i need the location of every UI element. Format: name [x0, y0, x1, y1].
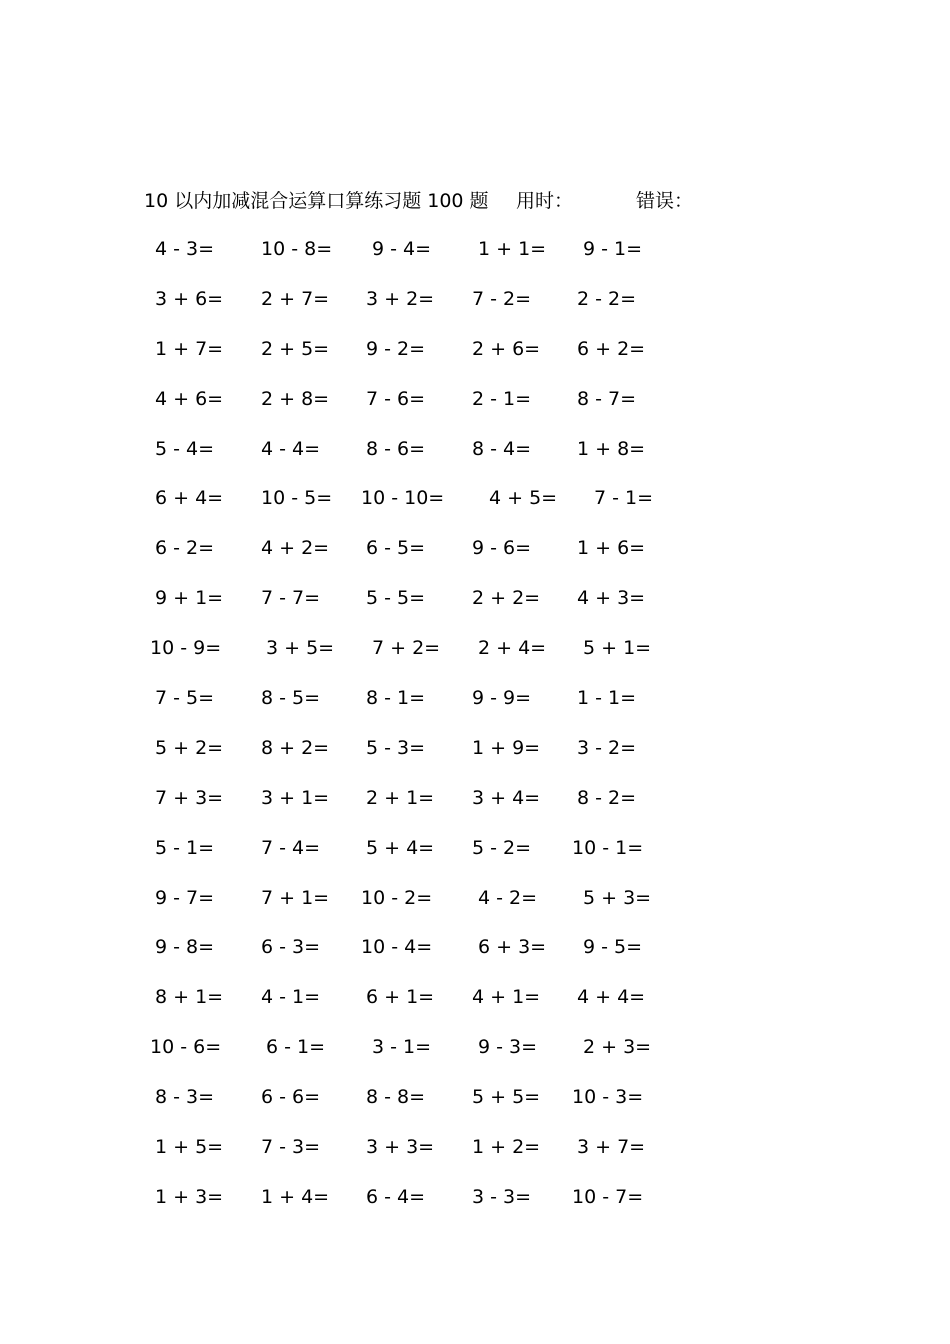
- problem-item: 3 - 1=: [372, 1036, 432, 1059]
- problem-row: [0, 881, 950, 931]
- problem-item: 4 - 4=: [261, 437, 321, 460]
- problem-item: 6 + 4=: [155, 487, 224, 510]
- problem-item: 7 - 5=: [155, 687, 215, 710]
- problem-item: 3 + 3=: [366, 1136, 435, 1159]
- problem-item: 6 + 1=: [366, 986, 435, 1009]
- problem-item: 7 - 2=: [472, 287, 532, 310]
- problem-item: 2 + 8=: [261, 387, 330, 410]
- problem-item: 7 + 3=: [155, 786, 224, 809]
- problem-item: 4 + 3=: [577, 587, 646, 610]
- problem-item: 1 + 9=: [472, 736, 541, 759]
- problem-item: 5 + 5=: [472, 1086, 541, 1109]
- problem-item: 8 - 6=: [366, 437, 426, 460]
- problem-item: 1 + 3=: [155, 1185, 224, 1208]
- problem-row: [0, 432, 950, 482]
- errors-label: 错误：: [636, 190, 694, 212]
- problem-item: 10 - 3=: [572, 1086, 644, 1109]
- problem-item: 5 + 2=: [155, 736, 224, 759]
- problem-item: 4 - 1=: [261, 986, 321, 1009]
- problem-item: 3 + 6=: [155, 287, 224, 310]
- problem-item: 5 - 1=: [155, 836, 215, 859]
- problem-row: [0, 1130, 950, 1180]
- problem-row: [0, 531, 950, 581]
- problem-item: 2 + 6=: [472, 337, 541, 360]
- problem-item: 10 - 4=: [361, 936, 433, 959]
- problem-item: 1 + 7=: [155, 337, 224, 360]
- problem-item: 2 + 7=: [261, 287, 330, 310]
- problem-row: [0, 282, 950, 332]
- worksheet-title: 10 以内加减混合运算口算练习题 100 题: [144, 190, 489, 212]
- problem-item: 9 - 1=: [583, 238, 643, 260]
- problem-item: 3 + 1=: [261, 786, 330, 809]
- problem-item: 8 - 3=: [155, 1086, 215, 1109]
- problem-item: 2 + 4=: [478, 637, 547, 660]
- problem-item: 5 + 1=: [583, 637, 652, 660]
- problem-item: 2 - 1=: [472, 387, 532, 410]
- problem-item: 6 - 6=: [261, 1086, 321, 1109]
- problem-item: 9 - 9=: [472, 687, 532, 710]
- problem-item: 9 - 3=: [478, 1036, 538, 1059]
- problem-row: [0, 232, 950, 282]
- problem-item: 1 + 8=: [577, 437, 646, 460]
- problem-item: 1 + 1=: [478, 238, 547, 260]
- problem-item: 4 - 2=: [478, 886, 538, 909]
- problem-row: [0, 631, 950, 681]
- problem-item: 1 + 5=: [155, 1136, 224, 1159]
- problem-item: 6 - 1=: [266, 1036, 326, 1059]
- problem-item: 10 - 10=: [361, 487, 445, 510]
- problem-item: 6 + 2=: [577, 337, 646, 360]
- problem-item: 4 - 3=: [155, 238, 215, 260]
- problem-item: 10 - 9=: [150, 637, 222, 660]
- problem-item: 8 - 2=: [577, 786, 637, 809]
- problem-item: 9 + 1=: [155, 587, 224, 610]
- problem-item: 6 - 5=: [366, 537, 426, 560]
- problem-item: 8 - 5=: [261, 687, 321, 710]
- problem-row: [0, 681, 950, 731]
- problem-item: 1 + 2=: [472, 1136, 541, 1159]
- problem-item: 8 - 4=: [472, 437, 532, 460]
- problem-item: 4 + 1=: [472, 986, 541, 1009]
- problem-item: 1 + 6=: [577, 537, 646, 560]
- problem-item: 10 - 7=: [572, 1185, 644, 1208]
- problem-item: 9 - 6=: [472, 537, 532, 560]
- problem-item: 8 - 1=: [366, 687, 426, 710]
- problem-row: [0, 581, 950, 631]
- problem-item: 3 + 2=: [366, 287, 435, 310]
- problem-item: 9 - 7=: [155, 886, 215, 909]
- problem-row: [0, 731, 950, 781]
- problem-row: [0, 930, 950, 980]
- problem-item: 1 - 1=: [577, 687, 637, 710]
- problem-item: 3 + 7=: [577, 1136, 646, 1159]
- problem-item: 3 + 5=: [266, 637, 335, 660]
- problem-item: 1 + 4=: [261, 1185, 330, 1208]
- problem-item: 7 + 2=: [372, 637, 441, 660]
- problem-row: [0, 831, 950, 881]
- problem-item: 7 - 6=: [366, 387, 426, 410]
- problem-item: 4 + 2=: [261, 537, 330, 560]
- problem-item: 10 - 1=: [572, 836, 644, 859]
- problem-item: 4 + 4=: [577, 986, 646, 1009]
- problem-item: 7 - 1=: [594, 487, 654, 510]
- problem-item: 8 - 8=: [366, 1086, 426, 1109]
- problem-item: 6 - 2=: [155, 537, 215, 560]
- problem-item: 7 - 3=: [261, 1136, 321, 1159]
- problem-item: 6 - 3=: [261, 936, 321, 959]
- problem-item: 10 - 8=: [261, 238, 333, 260]
- problem-item: 3 - 2=: [577, 736, 637, 759]
- problem-item: 6 - 4=: [366, 1185, 426, 1208]
- problem-item: 6 + 3=: [478, 936, 547, 959]
- problem-item: 5 + 3=: [583, 886, 652, 909]
- problem-item: 7 - 7=: [261, 587, 321, 610]
- problem-item: 7 - 4=: [261, 836, 321, 859]
- problem-item: 3 + 4=: [472, 786, 541, 809]
- problem-item: 2 + 1=: [366, 786, 435, 809]
- problem-item: 9 - 4=: [372, 238, 432, 260]
- problem-item: 8 + 2=: [261, 736, 330, 759]
- problem-row: [0, 781, 950, 831]
- problem-row: [0, 1030, 950, 1080]
- problem-item: 10 - 2=: [361, 886, 433, 909]
- problem-item: 2 + 2=: [472, 587, 541, 610]
- problem-row: [0, 1080, 950, 1130]
- problem-item: 5 - 2=: [472, 836, 532, 859]
- problem-item: 10 - 6=: [150, 1036, 222, 1059]
- problem-row: [0, 980, 950, 1030]
- problem-row: [0, 382, 950, 432]
- problem-item: 9 - 8=: [155, 936, 215, 959]
- problem-item: 10 - 5=: [261, 487, 333, 510]
- problem-grid: [0, 232, 950, 1230]
- problem-item: 9 - 5=: [583, 936, 643, 959]
- problem-row: [0, 1180, 950, 1230]
- time-label: 用时：: [516, 190, 574, 212]
- problem-item: 2 - 2=: [577, 287, 637, 310]
- problem-item: 2 + 5=: [261, 337, 330, 360]
- problem-item: 5 - 5=: [366, 587, 426, 610]
- problem-row: [0, 481, 950, 531]
- problem-item: 4 + 5=: [489, 487, 558, 510]
- problem-item: 7 + 1=: [261, 886, 330, 909]
- problem-item: 8 + 1=: [155, 986, 224, 1009]
- problem-item: 2 + 3=: [583, 1036, 652, 1059]
- worksheet-header: [0, 184, 950, 218]
- problem-row: [0, 332, 950, 382]
- problem-item: 5 + 4=: [366, 836, 435, 859]
- problem-item: 3 - 3=: [472, 1185, 532, 1208]
- problem-item: 5 - 4=: [155, 437, 215, 460]
- problem-item: 5 - 3=: [366, 736, 426, 759]
- problem-item: 4 + 6=: [155, 387, 224, 410]
- problem-item: 9 - 2=: [366, 337, 426, 360]
- problem-item: 8 - 7=: [577, 387, 637, 410]
